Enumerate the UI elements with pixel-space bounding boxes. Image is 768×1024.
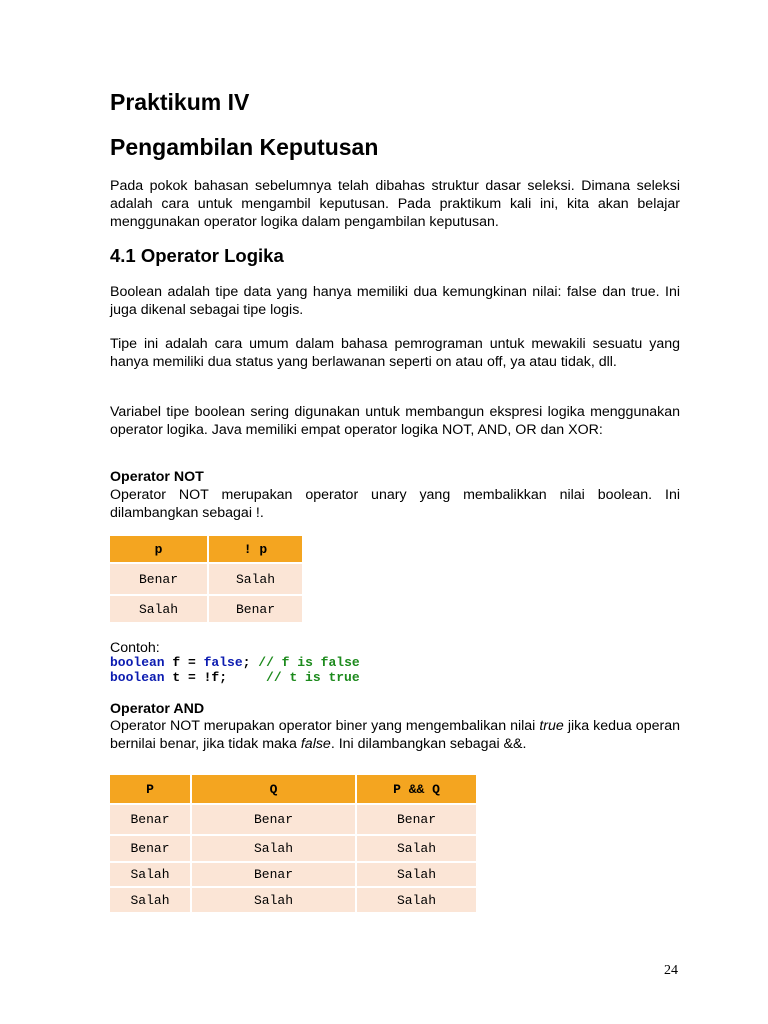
- operator-not-heading: Operator NOT: [110, 469, 204, 485]
- not-truth-table: [110, 536, 302, 622]
- column-header: P && Q: [357, 775, 476, 803]
- section-heading: 4.1 Operator Logika: [110, 245, 284, 266]
- table-header-row: [110, 775, 476, 803]
- table-cell: Benar: [192, 861, 357, 886]
- operator-and-heading: Operator AND: [110, 701, 205, 717]
- boolean-definition-paragraph: Boolean adalah tipe data yang hanya memiliki dua kemungkinan nilai: false dan true. Ini juga dikenal sebagai tipe logis.: [110, 284, 680, 318]
- and-truth-table: [110, 775, 476, 912]
- table-cell: Benar: [110, 562, 209, 594]
- table-cell: Salah: [357, 886, 476, 912]
- table-cell: Benar: [110, 834, 192, 861]
- table-row: [110, 834, 476, 861]
- code-comment: // t is true: [266, 670, 360, 685]
- table-cell: Benar: [357, 803, 476, 834]
- table-row: [110, 594, 302, 622]
- table-cell: Salah: [192, 834, 357, 861]
- table-cell: Salah: [110, 886, 192, 912]
- table-cell: Salah: [209, 562, 302, 594]
- page-number: 24: [664, 963, 678, 978]
- code-keyword: boolean: [110, 670, 165, 685]
- intro-paragraph: Pada pokok bahasan sebelumnya telah dibahas struktur dasar seleksi. Dimana seleksi adalah cara untuk mengambil keputusan. Pada praktikum kali ini, kita akan belajar menggunakan operator logika dalam pengambilan keputusan.: [110, 178, 680, 230]
- table-row: [110, 562, 302, 594]
- table-header-row: [110, 536, 302, 562]
- code-keyword: boolean: [110, 655, 165, 670]
- example-label: Contoh:: [110, 640, 160, 656]
- code-literal: false: [203, 655, 243, 670]
- operator-not-description: Operator NOT merupakan operator unary yang membalikkan nilai boolean. Ini dilambangkan sebagai !.: [110, 487, 680, 521]
- table-row: [110, 886, 476, 912]
- chapter-subtitle: Pengambilan Keputusan: [110, 134, 379, 160]
- column-header: P: [110, 775, 192, 803]
- boolean-usage-paragraph: Tipe ini adalah cara umum dalam bahasa pemrograman untuk mewakili sesuatu yang hanya memiliki dua status yang berlawanan seperti on atau off, ya atau tidak, dll.: [110, 336, 680, 370]
- table-cell: Salah: [192, 886, 357, 912]
- logic-operators-paragraph: Variabel tipe boolean sering digunakan untuk membangun ekspresi logika menggunakan operator logika. Java memiliki empat operator logika NOT, AND, OR dan XOR:: [110, 404, 680, 438]
- operator-and-description: Operator NOT merupakan operator biner yang mengembalikan nilai true jika kedua operan bernilai benar, jika tidak maka false. Ini dilambangkan sebagai &&.: [110, 718, 680, 752]
- code-line-2: boolean t = !f; // t is true: [110, 670, 360, 685]
- column-header: Q: [192, 775, 357, 803]
- table-cell: Benar: [192, 803, 357, 834]
- table-row: [110, 861, 476, 886]
- chapter-title: Praktikum IV: [110, 89, 250, 115]
- table-cell: Salah: [110, 594, 209, 622]
- code-line-1: boolean f = false; // f is false: [110, 655, 360, 670]
- code-comment: // f is false: [258, 655, 360, 670]
- table-cell: Salah: [357, 861, 476, 886]
- column-header: p: [110, 536, 209, 562]
- table-cell: Benar: [110, 803, 192, 834]
- column-header: ! p: [209, 536, 302, 562]
- table-cell: Salah: [110, 861, 192, 886]
- table-cell: Benar: [209, 594, 302, 622]
- table-row: [110, 803, 476, 834]
- table-cell: Salah: [357, 834, 476, 861]
